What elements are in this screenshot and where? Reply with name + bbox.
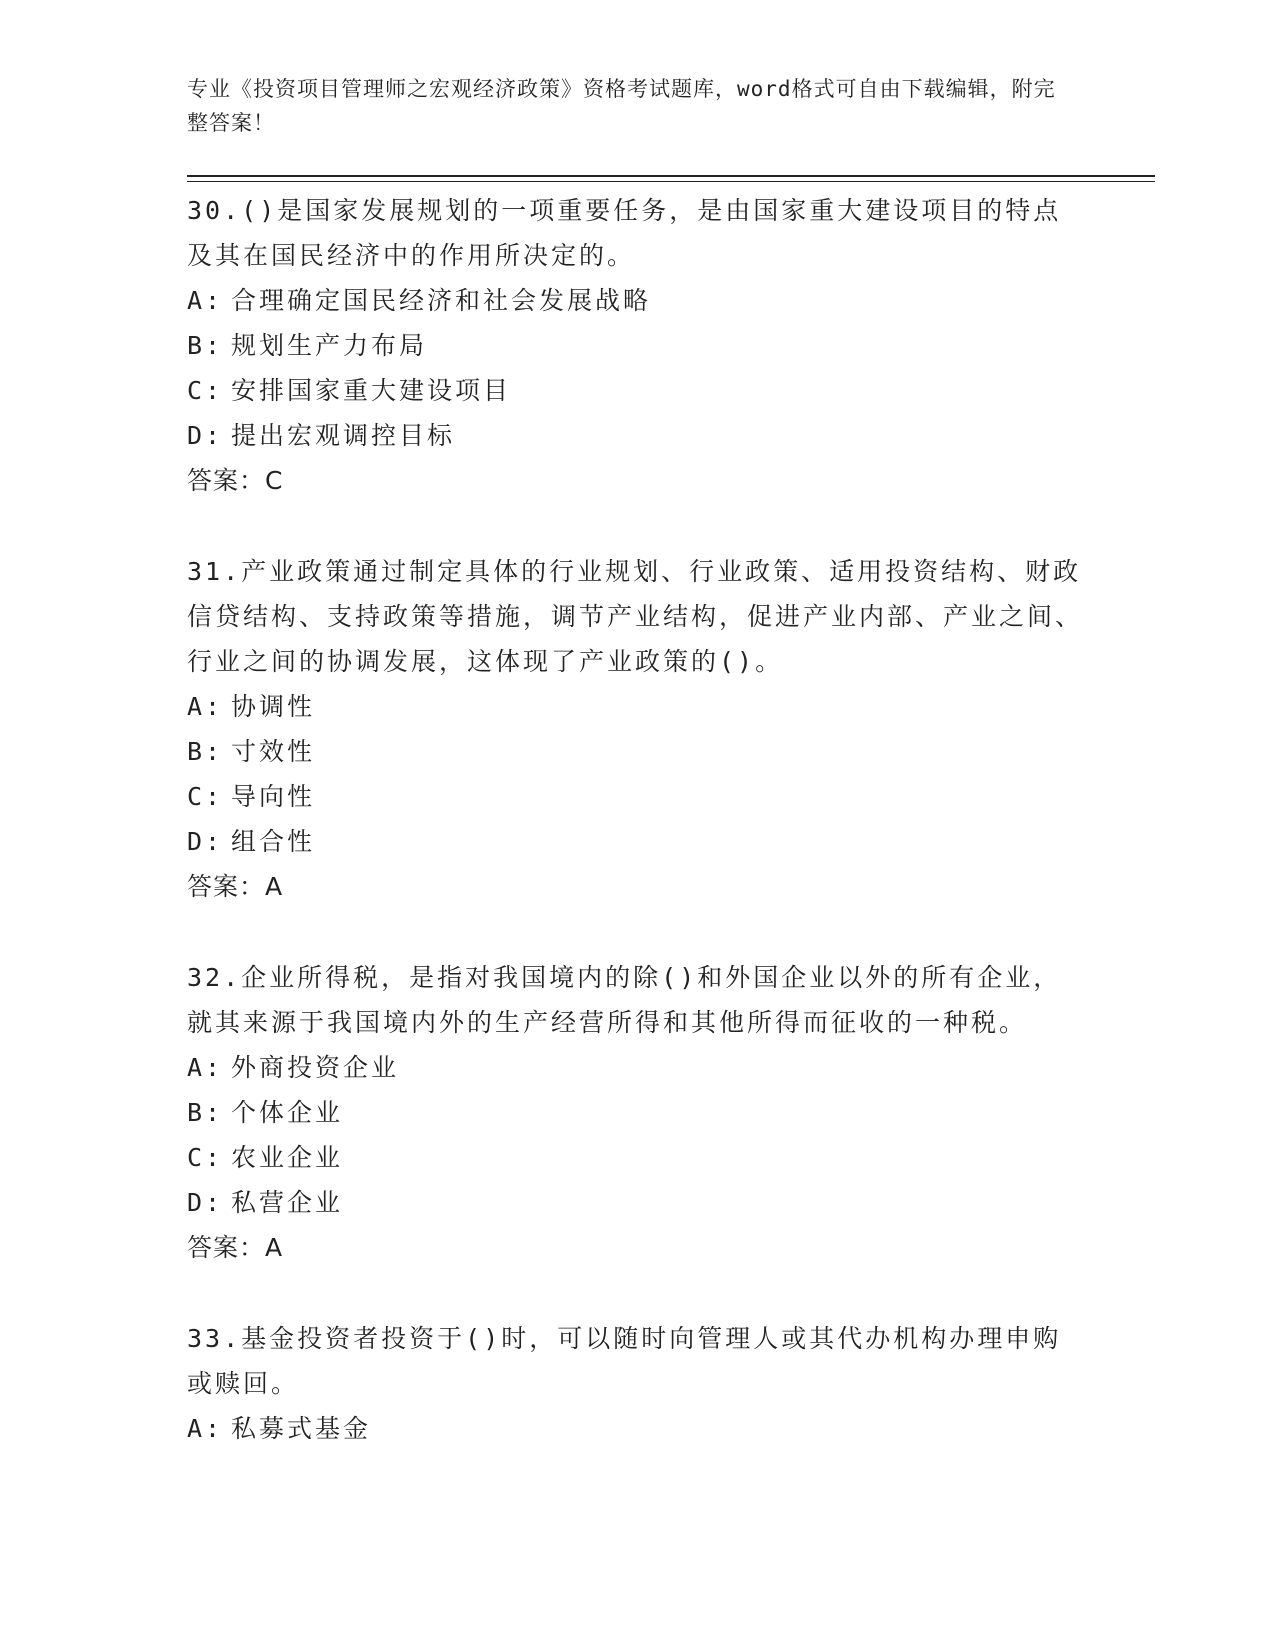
question-stem: 32.企业所得税，是指对我国境内的除()和外国企业以外的所有企业，就其来源于我国境内外的生产经营所得和其他所得而征收的一种税。: [187, 963, 1062, 1037]
option-letter: C:: [187, 1143, 224, 1172]
option-d: [187, 1180, 1087, 1225]
option-letter: A:: [187, 692, 224, 721]
option-text: 规划生产力布局: [231, 331, 428, 360]
option-a: [187, 684, 1087, 729]
option-b: [187, 729, 1087, 774]
option-a: [187, 278, 1087, 323]
option-letter: C:: [187, 782, 224, 811]
option-c: [187, 368, 1087, 413]
question-31: [187, 549, 1087, 909]
question-32: [187, 955, 1087, 1270]
option-text: 合理确定国民经济和社会发展战略: [231, 286, 652, 315]
option-d: [187, 819, 1087, 864]
option-text: 私营企业: [231, 1188, 344, 1217]
question-30: [187, 188, 1087, 503]
answer: 答案：A: [187, 872, 284, 901]
option-letter: B:: [187, 331, 224, 360]
option-letter: B:: [187, 1098, 224, 1127]
option-d: [187, 413, 1087, 458]
option-text: 导向性: [231, 782, 316, 811]
option-text: 安排国家重大建设项目: [231, 376, 512, 405]
option-text: 个体企业: [231, 1098, 344, 1127]
option-text: 私募式基金: [231, 1414, 372, 1443]
question-list: [187, 188, 1087, 1497]
option-letter: A:: [187, 286, 224, 315]
option-a: [187, 1045, 1087, 1090]
option-letter: D:: [187, 827, 224, 856]
option-text: 组合性: [231, 827, 316, 856]
option-text: 提出宏观调控目标: [231, 421, 456, 450]
header-divider-thick: [187, 175, 1155, 177]
option-text: 寸效性: [231, 737, 316, 766]
header-divider-thin: [187, 181, 1155, 182]
question-stem: 33.基金投资者投资于()时，可以随时向管理人或其代办机构办理申购或赎回。: [187, 1324, 1062, 1398]
question-33: [187, 1316, 1087, 1451]
option-text: 外商投资企业: [231, 1053, 400, 1082]
option-b: [187, 1090, 1087, 1135]
option-letter: B:: [187, 737, 224, 766]
option-letter: C:: [187, 376, 224, 405]
answer: 答案：C: [187, 466, 284, 495]
option-letter: D:: [187, 1188, 224, 1217]
question-stem: 31.产业政策通过制定具体的行业规划、行业政策、适用投资结构、财政信贷结构、支持政策等措施，调节产业结构，促进产业内部、产业之间、行业之间的协调发展，这体现了产业政策的()。: [187, 557, 1084, 676]
question-stem: 30.()是国家发展规划的一项重要任务，是由国家重大建设项目的特点及其在国民经济中的作用所决定的。: [187, 196, 1062, 270]
option-b: [187, 323, 1087, 368]
option-letter: A:: [187, 1053, 224, 1082]
option-c: [187, 1135, 1087, 1180]
option-letter: D:: [187, 421, 224, 450]
option-text: 协调性: [231, 692, 316, 721]
answer: 答案：A: [187, 1233, 284, 1262]
option-c: [187, 774, 1087, 819]
header-note: 专业《投资项目管理师之宏观经济政策》资格考试题库，word格式可自由下载编辑，附完整答案！: [187, 77, 1056, 135]
option-text: 农业企业: [231, 1143, 344, 1172]
option-letter: A:: [187, 1414, 224, 1443]
option-a: [187, 1406, 1087, 1451]
